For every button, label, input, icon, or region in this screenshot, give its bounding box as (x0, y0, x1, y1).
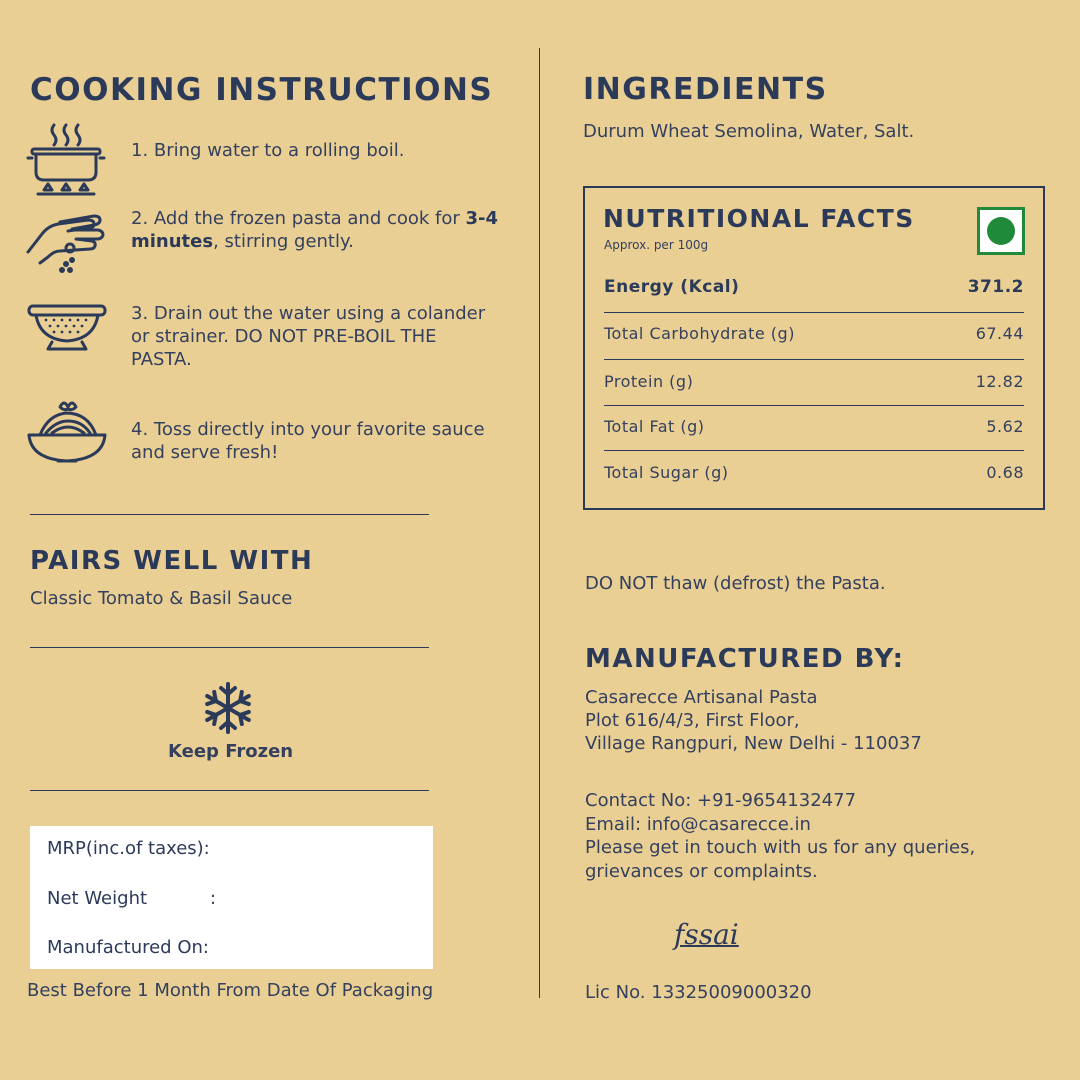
nutrition-subtitle: Approx. per 100g (604, 238, 709, 252)
mrp-label: MRP(inc.of taxes): (47, 838, 210, 859)
step-2-text-start: 2. Add the frozen pasta and cook for (131, 208, 460, 229)
center-divider (539, 48, 540, 998)
step-1-text: 1. Bring water to a rolling boil. (131, 140, 405, 161)
snowflake-icon (201, 681, 255, 735)
license-number: Lic No. 13325009000320 (585, 982, 812, 1003)
contact-line: Email: info@casarecce.in (585, 813, 811, 835)
manufactured-by-title: MANUFACTURED BY: (585, 644, 905, 674)
nutrient-label: Total Carbohydrate (g) (604, 324, 795, 343)
net-weight-colon: : (210, 888, 217, 909)
divider-line (30, 790, 429, 791)
net-weight-label: Net Weight (47, 888, 148, 909)
ingredients-text: Durum Wheat Semolina, Water, Salt. (583, 121, 915, 142)
pairs-well-text: Classic Tomato & Basil Sauce (30, 588, 293, 609)
nutrition-row (604, 372, 1024, 398)
pairs-well-title: PAIRS WELL WITH (30, 546, 314, 576)
nutrient-value: 5.62 (986, 417, 1024, 436)
veg-mark-icon (977, 207, 1025, 255)
nutrient-label: Protein (g) (604, 372, 694, 391)
nutrition-row (604, 463, 1024, 489)
nutrition-row (604, 417, 1024, 443)
step-4-text: 4. Toss directly into your favorite sauce and serve fresh! (131, 419, 485, 463)
divider-line (30, 647, 429, 648)
nutrient-label: Total Fat (g) (604, 417, 705, 436)
colander-icon (26, 302, 108, 352)
nutrition-title: NUTRITIONAL FACTS (603, 204, 915, 233)
thaw-warning: DO NOT thaw (defrost) the Pasta. (585, 573, 886, 594)
step-3-text: 3. Drain out the water using a colander or strainer. DO NOT PRE-BOIL THE PASTA. (131, 303, 486, 370)
step-2-time: 3-4 minutes (131, 208, 499, 252)
row-divider (604, 359, 1024, 360)
contact-line: Contact No: +91-9654132477 (585, 790, 857, 811)
divider-line (30, 514, 429, 515)
pot-boiling-icon (26, 122, 106, 198)
step-2-text (131, 207, 501, 253)
address-line: Plot 616/4/3, First Floor, (585, 710, 800, 731)
contact-block (585, 789, 975, 883)
pasta-bowl-icon (26, 397, 108, 467)
row-divider (604, 312, 1024, 313)
cooking-instructions-title: COOKING INSTRUCTIONS (30, 72, 494, 108)
price-label-box (30, 826, 433, 969)
address-block (585, 686, 922, 755)
address-line: Casarecce Artisanal Pasta (585, 687, 818, 708)
nutrient-value: 371.2 (967, 277, 1024, 297)
nutrient-value: 12.82 (975, 372, 1024, 391)
address-line: Village Rangpuri, New Delhi - 110037 (585, 733, 922, 754)
contact-line: grievances or complaints. (585, 860, 818, 882)
keep-frozen-label: Keep Frozen (168, 741, 294, 762)
row-divider (604, 405, 1024, 406)
step-2-text-end: , stirring gently. (213, 231, 354, 252)
row-divider (604, 450, 1024, 451)
nutrient-label: Total Sugar (g) (604, 463, 729, 482)
nutrition-row (604, 277, 1024, 303)
fssai-logo: fssai (674, 918, 739, 951)
nutrition-facts-box (583, 186, 1045, 510)
hand-sprinkle-icon (26, 208, 108, 274)
nutrition-row (604, 324, 1024, 350)
manufactured-on-label: Manufactured On: (47, 937, 209, 958)
best-before-text: Best Before 1 Month From Date Of Packaging (27, 980, 434, 1001)
contact-line: Please get in touch with us for any queries, (585, 837, 976, 858)
nutrient-value: 67.44 (975, 324, 1024, 343)
nutrient-value: 0.68 (986, 463, 1024, 482)
nutrient-label: Energy (Kcal) (604, 277, 740, 297)
ingredients-title: INGREDIENTS (583, 72, 828, 107)
